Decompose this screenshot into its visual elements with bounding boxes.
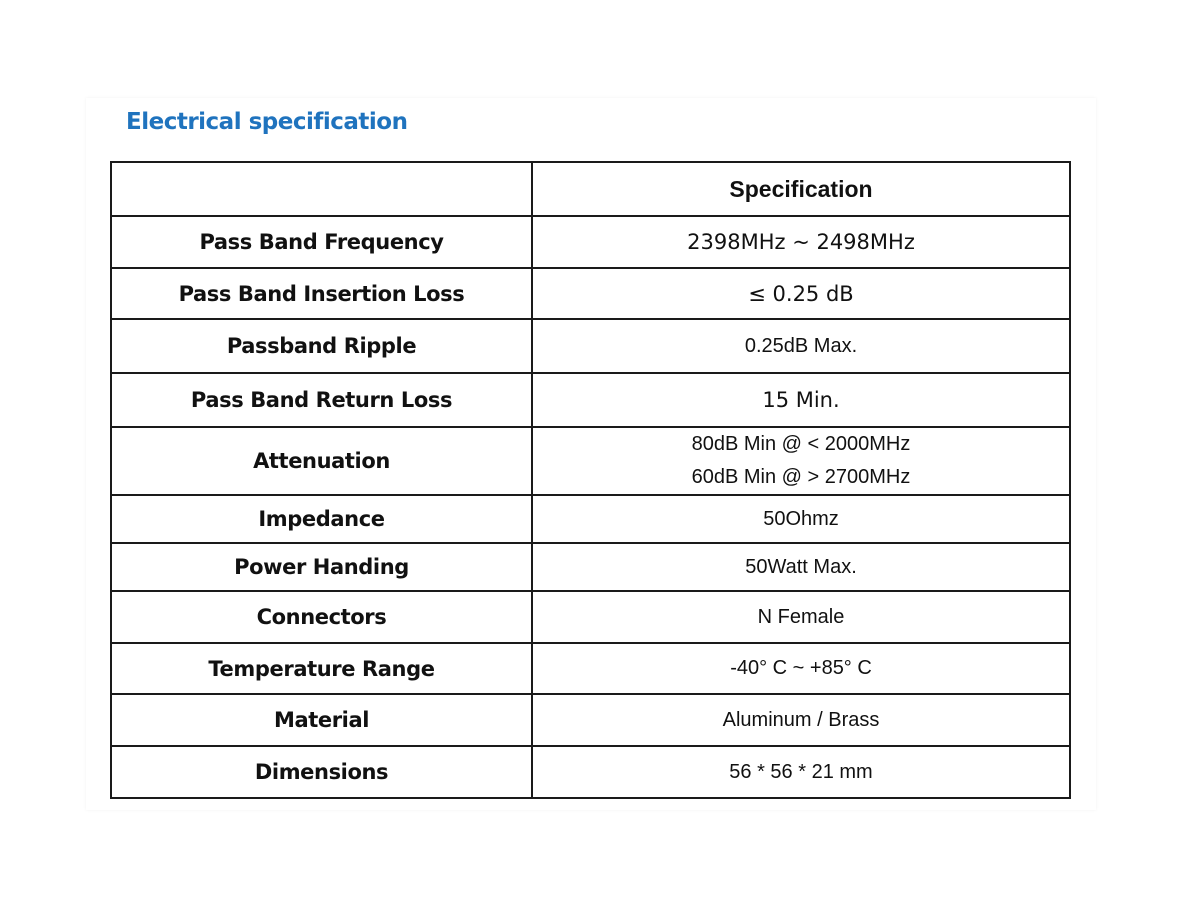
- table-header-row: [111, 162, 1070, 216]
- table-row: [111, 373, 1070, 427]
- value-cell: 2398MHz ~ 2498MHz: [532, 216, 1070, 268]
- table-row: [111, 591, 1070, 643]
- table-row: [111, 268, 1070, 319]
- value-cell: 56 * 56 * 21 mm: [532, 746, 1070, 798]
- value-line: 80dB Min @ < 2000MHz: [691, 433, 911, 455]
- parameter-cell: Power Handing: [111, 543, 532, 591]
- table-row: [111, 495, 1070, 543]
- parameter-cell: Attenuation: [111, 427, 532, 495]
- value-cell: 0.25dB Max.: [532, 319, 1070, 373]
- parameter-cell: Temperature Range: [111, 643, 532, 694]
- table-row: [111, 694, 1070, 746]
- parameter-cell: Dimensions: [111, 746, 532, 798]
- specification-table: [110, 161, 1071, 799]
- table-row: [111, 643, 1070, 694]
- parameter-cell: Impedance: [111, 495, 532, 543]
- table-row: [111, 746, 1070, 798]
- value-cell: Aluminum / Brass: [532, 694, 1070, 746]
- parameter-cell: Pass Band Return Loss: [111, 373, 532, 427]
- header-specification-cell: Specification: [532, 162, 1070, 216]
- table-row: [111, 543, 1070, 591]
- value-line: 60dB Min @ > 2700MHz: [691, 466, 911, 488]
- parameter-cell: Connectors: [111, 591, 532, 643]
- value-cell: ≤ 0.25 dB: [532, 268, 1070, 319]
- value-cell: -40° C ~ +85° C: [532, 643, 1070, 694]
- parameter-cell: Passband Ripple: [111, 319, 532, 373]
- value-cell: 50Watt Max.: [532, 543, 1070, 591]
- value-cell: [532, 427, 1070, 495]
- header-parameter-cell: [111, 162, 532, 216]
- section-title: Electrical specification: [126, 109, 408, 135]
- value-cell: N Female: [532, 591, 1070, 643]
- value-cell: 15 Min.: [532, 373, 1070, 427]
- parameter-cell: Material: [111, 694, 532, 746]
- value-cell: 50Ohmz: [532, 495, 1070, 543]
- table-row: [111, 427, 1070, 495]
- parameter-cell: Pass Band Insertion Loss: [111, 268, 532, 319]
- table-row: [111, 216, 1070, 268]
- parameter-cell: Pass Band Frequency: [111, 216, 532, 268]
- table-row: [111, 319, 1070, 373]
